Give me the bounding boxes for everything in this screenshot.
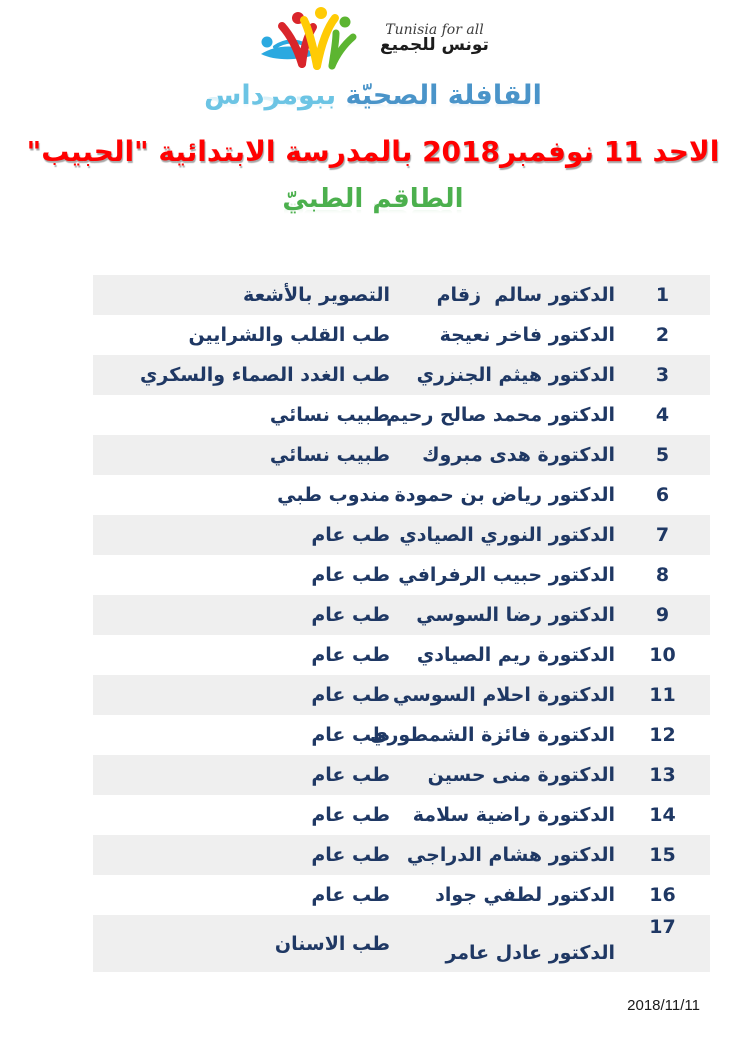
logo-brand-arabic: تونس للجميع — [380, 35, 489, 56]
doctor-specialty: طب الاسنان — [274, 932, 390, 955]
row-number: 10 — [649, 644, 676, 666]
logo-brand-english: Tunisia for all — [385, 21, 484, 38]
footer-date: 2018/11/11 — [627, 997, 700, 1014]
row-number: 7 — [655, 524, 670, 546]
doctor-specialty: طبيب نسائي — [269, 444, 390, 466]
row-number: 16 — [649, 884, 676, 906]
doctor-name: الدكتور محمد صالح رحيم — [386, 404, 615, 426]
doctor-name: الدكتورة ريم الصيادي — [416, 644, 615, 666]
doctor-name: الدكتور لطفي جواد — [435, 884, 615, 906]
doctor-name: الدكتورة منى حسين — [427, 764, 615, 786]
doctor-specialty: طب عام — [311, 684, 390, 706]
doctor-specialty: طب عام — [311, 804, 390, 826]
doctor-name: الدكتور هشام الدراجي — [406, 844, 615, 866]
row-number: 2 — [655, 324, 670, 346]
row-number: 15 — [649, 844, 676, 866]
doctor-specialty: طب عام — [311, 644, 390, 666]
staff-row — [93, 675, 710, 715]
doctor-name: الدكتور فاخر نعيجة — [439, 324, 615, 346]
row-number: 13 — [649, 764, 676, 786]
staff-row — [93, 355, 710, 395]
doctor-name: الدكتورة احلام السوسي — [392, 684, 615, 706]
row-number: 12 — [649, 724, 676, 746]
staff-row — [93, 635, 710, 675]
staff-row — [93, 915, 710, 972]
staff-row — [93, 515, 710, 555]
doctor-name: الدكتور حبيب الرفرافي — [398, 564, 615, 586]
row-number: 8 — [655, 564, 670, 586]
doctor-specialty: طب عام — [311, 844, 390, 866]
doctor-specialty: طب القلب والشرايين — [188, 324, 390, 346]
staff-row — [93, 795, 710, 835]
staff-row — [93, 835, 710, 875]
staff-row — [93, 755, 710, 795]
staff-row — [93, 395, 710, 435]
doctor-specialty: مندوب طبي — [277, 484, 390, 506]
event-date-line: الاحد 11 نوفمبر2018 بالمدرسة الابتدائية "الحبيب" — [26, 135, 720, 169]
doctor-name: الدكتورة فائزة الشمطوري — [370, 724, 615, 746]
doctor-specialty: التصوير بالأشعة — [243, 284, 390, 306]
staff-row — [93, 595, 710, 635]
doctor-name: الدكتور هيثم الجنزري — [416, 364, 615, 386]
doctor-name: الدكتور النوري الصيادي — [399, 524, 615, 546]
doctor-specialty: طب عام — [311, 884, 390, 906]
caravan-title-location: ببومرداس — [204, 80, 337, 111]
doctor-specialty: طب عام — [311, 604, 390, 626]
row-number: 5 — [655, 444, 670, 466]
staff-row — [93, 275, 710, 315]
staff-row — [93, 715, 710, 755]
doctor-specialty: طب عام — [311, 524, 390, 546]
doctor-specialty: طب عام — [311, 764, 390, 786]
staff-row — [93, 875, 710, 915]
organization-logo — [0, 0, 746, 72]
doctor-specialty: طب عام — [311, 564, 390, 586]
medical-staff-table — [93, 275, 710, 972]
doctor-name: الدكتور سالم زقام — [436, 284, 615, 306]
doctor-specialty: طب عام — [311, 724, 390, 746]
caravan-title-main: القافلة الصحيّة — [345, 80, 542, 111]
row-number: 14 — [649, 804, 676, 826]
staff-row — [93, 475, 710, 515]
staff-row — [93, 435, 710, 475]
row-number: 17 — [649, 916, 676, 938]
staff-row — [93, 555, 710, 595]
doctor-name: الدكتورة هدى مبروك — [422, 444, 615, 466]
row-number: 9 — [655, 604, 670, 626]
doctor-name: الدكتور رياض بن حمودة — [394, 484, 615, 506]
caravan-title — [0, 80, 746, 111]
doctor-name: الدكتورة راضية سلامة — [412, 804, 615, 826]
staff-row — [93, 315, 710, 355]
doctor-specialty: طبيب نسائي — [269, 404, 390, 426]
logo-text-block — [380, 23, 489, 56]
medical-staff-heading: الطاقم الطبيّ — [282, 184, 464, 215]
doctor-name: الدكتور عادل عامر — [445, 942, 615, 964]
people-celebrating-icon — [257, 6, 375, 72]
doctor-name: الدكتور رضا السوسي — [416, 604, 615, 626]
row-number: 11 — [649, 684, 676, 706]
row-number: 4 — [655, 404, 670, 426]
row-number: 3 — [655, 364, 670, 386]
doctor-specialty: طب الغدد الصماء والسكري — [140, 364, 390, 386]
row-number: 1 — [655, 284, 670, 306]
row-number: 6 — [655, 484, 670, 506]
